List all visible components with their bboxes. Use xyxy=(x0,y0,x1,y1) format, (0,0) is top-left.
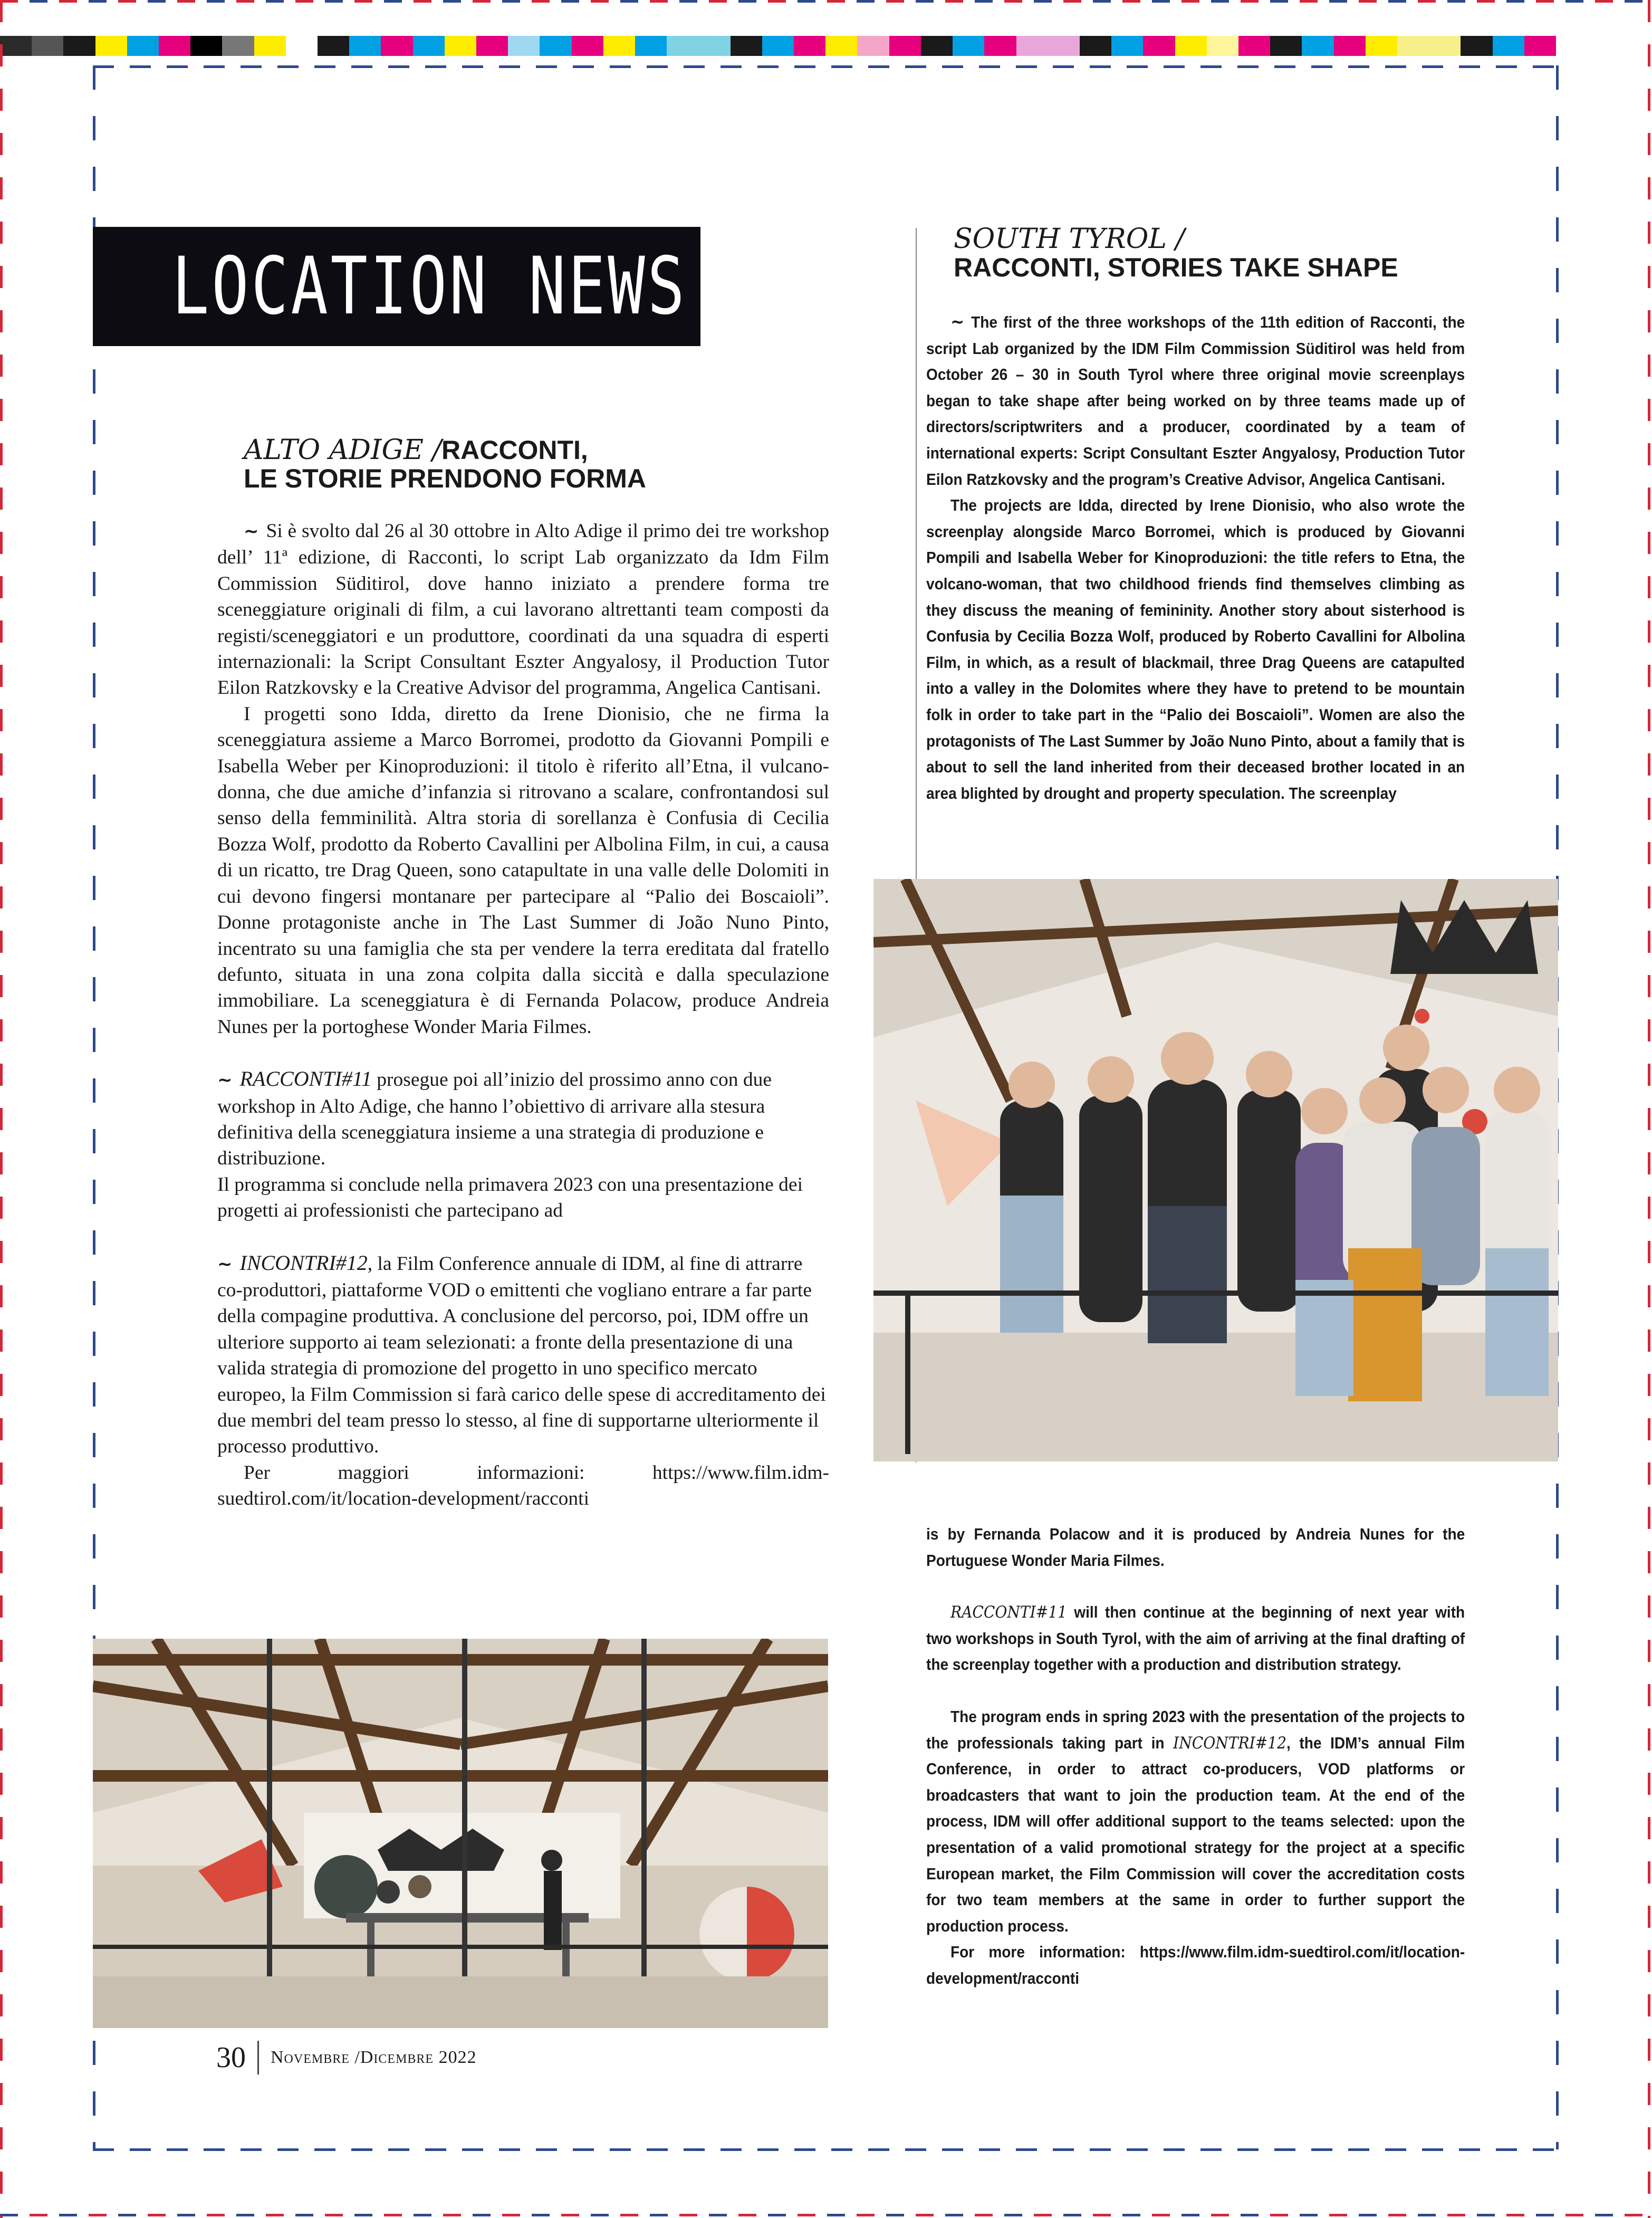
color-swatch xyxy=(540,36,571,56)
english-paragraph-1: ~ The first of the three workshops of the 11th edition of Racconti, the script Lab organized by the IDM Film Commission Süditirol was held from October 26 – 30 in South Tyrol where three original movie screenplays began to take shape after being worked on by three teams made up of directors/scriptwriters and a producer, coordinated by a team of international experts: Script Consultant Eszter Angyalosy, Production Tutor Eilon Ratzkovsky and the program’s Creative Advisor, Angelica Cantisani. xyxy=(926,311,1465,489)
color-swatch xyxy=(698,36,730,56)
english-article-body-bottom xyxy=(926,1522,1465,1992)
color-swatch xyxy=(63,36,95,56)
color-swatch xyxy=(1366,36,1397,56)
italian-paragraph-1: ~ Si è svolto dal 26 al 30 ottobre in Alto Adige il primo dei tre workshop dell’ 11ª edizione, di Racconti, lo script Lab organizzato da Idm Film Commission Süditirol, dove hanno iniziato a prendere forma tre sceneggiature originali di film, a cui lavorano altrettanti team composti da registi/sceneggiatori e un produttore, coordinati da una squadra di esperti internazionali: la Script Consultant Eszter Angyalosy, il Production Tutor Eilon Ratzkovsky e la Creative Advisor del programma, Angelica Cantisani. xyxy=(217,520,829,699)
color-swatch xyxy=(190,36,222,56)
racconti-11-title: RACCONTI#11 xyxy=(239,1067,372,1091)
color-swatch xyxy=(794,36,825,56)
color-swatch xyxy=(508,36,540,56)
italian-paragraph-3: ~ RACCONTI#11 prosegue poi all’inizio del prossimo anno con due workshop in Alto Adige, che hanno l’obiettivo di arrivare alla stesura definitiva della sceneggiatura insieme a una strategia di produzione e distribuzione. xyxy=(217,1067,772,1170)
english-paragraph-2-continued: is by Fernanda Polacow and it is produced by Andreia Nunes for the Portuguese Wonder Maria Filmes. xyxy=(926,1525,1465,1570)
english-paragraph-2: The projects are Idda, directed by Irene Dionisio, who also wrote the screenplay alongside Marco Borromei, which is produced by Giovanni Pompili and Isabella Weber for Kinoproduzioni: the title refers to Etna, the volcano-woman, that two childhood friends find themselves climbing as they discuss the meaning of femininity. Another story about sisterhood is Confusia by Cecilia Bozza Wolf, produced by Roberto Cavallini for Albolina Film, in which, as a result of blackmail, three Drag Queens are catapulted into a valley in the Dolomites where they have to pretend to be mountain folk in order to take part in the “Palio dei Boscaioli”. Women are also the protagonists of The Last Summer by João Nuno Pinto, about a family that is about to sell the land inherited from their deceased brother located in an area blighted by drought and property speculation. The screenplay xyxy=(926,496,1465,802)
color-swatch xyxy=(318,36,349,56)
workshop-room-photo xyxy=(93,1639,828,2028)
incontri-12-title-en: INCONTRI#12 xyxy=(1173,1734,1286,1753)
color-swatch xyxy=(32,36,63,56)
section-banner-text: LOCATION NEWS xyxy=(172,241,687,332)
color-swatch xyxy=(1524,36,1556,56)
color-swatch xyxy=(349,36,381,56)
color-swatch xyxy=(0,36,32,56)
color-swatch xyxy=(603,36,635,56)
color-swatch xyxy=(286,36,318,56)
color-swatch xyxy=(1270,36,1302,56)
color-swatch xyxy=(1397,36,1429,56)
tilde-ornament: ~ xyxy=(244,521,259,542)
color-swatch xyxy=(984,36,1016,56)
color-swatch xyxy=(476,36,508,56)
color-swatch xyxy=(159,36,190,56)
crop-mark-left xyxy=(0,0,3,2218)
printer-color-bar xyxy=(0,36,1556,56)
color-swatch xyxy=(1175,36,1207,56)
color-swatch xyxy=(254,36,286,56)
color-swatch xyxy=(127,36,159,56)
crop-mark-top xyxy=(0,0,1652,3)
crop-mark-right xyxy=(1648,0,1650,2218)
tilde-ornament: ~ xyxy=(217,1069,233,1091)
english-paragraph-4: The program ends in spring 2023 with the presentation of the projects to the professionals taking part in INCONTRI#12, the IDM’s annual Film Conference, in order to attract co-producers, VOD platforms or broadcasters that want to join the production team. At the end of the process, IDM will offer additional support to the teams selected: upon the presentation of a valid promotional strategy for the project at a specific European market, the Film Commission will cover the accreditation costs for two team members at the same in order to further support the production process. xyxy=(926,1707,1465,1935)
english-heading-region: SOUTH TYROL / xyxy=(954,223,1185,255)
color-swatch xyxy=(1302,36,1333,56)
english-heading-title: RACCONTI, STORIES TAKE SHAPE xyxy=(954,252,1398,282)
color-swatch xyxy=(1207,36,1238,56)
color-swatch xyxy=(1111,36,1143,56)
italian-heading-line1: RACCONTI, xyxy=(441,435,588,465)
color-swatch xyxy=(1429,36,1461,56)
page-footer xyxy=(216,2041,477,2074)
issue-date: Novembre /Dicembre 2022 xyxy=(271,2048,477,2067)
italian-heading-region: ALTO ADIGE / xyxy=(244,434,442,466)
english-heading xyxy=(954,225,1534,281)
color-swatch xyxy=(1016,36,1048,56)
italian-article-body xyxy=(217,518,829,1512)
trim-line-bottom xyxy=(93,2148,1558,2151)
italian-paragraph-5: Per maggiori informazioni: https://www.film.idm-suedtirol.com/it/location-development/racconti xyxy=(217,1461,829,1510)
italian-paragraph-4: ~ INCONTRI#12, la Film Conference annuale di IDM, al fine di attrarre co-produttori, piattaforme VOD o emittenti che vogliano entrare a far parte della compagine produttiva. A conclusione del percorso, poi, IDM offre un ulteriore supporto ai team selezionati: a fronte della presentazione di una valida strategia di promozione del progetto in uno specifico mercato europeo, la Film Commission si farà carico delle spese di accreditamento dei due membri del team presso lo stesso, al fine di supportarne ulteriormente il processo produttivo. xyxy=(217,1250,826,1458)
team-group-photo xyxy=(873,879,1558,1461)
english-article-body-top xyxy=(926,309,1465,807)
color-swatch xyxy=(572,36,603,56)
incontri-12-title: INCONTRI#12 xyxy=(239,1250,368,1275)
team-group-image xyxy=(873,879,1558,1461)
color-swatch xyxy=(1080,36,1111,56)
crop-mark-bottom xyxy=(0,2214,1652,2216)
color-swatch xyxy=(1238,36,1270,56)
color-swatch xyxy=(953,36,984,56)
folio-divider xyxy=(257,2041,259,2074)
color-swatch xyxy=(731,36,762,56)
english-paragraph-3: RACCONTI#11 will then continue at the beginning of next year with two workshops in South Tyrol, with the aim of arriving at the final drafting of the screenplay together with a production and distribution strategy. xyxy=(926,1603,1465,1674)
english-paragraph-5: For more information: https://www.film.idm-suedtirol.com/it/location-development/racconti xyxy=(926,1943,1465,1987)
italian-paragraph-3b: Il programma si conclude nella primavera 2023 con una presentazione dei progetti ai professionisti che partecipano ad xyxy=(217,1173,803,1222)
section-banner xyxy=(93,227,700,346)
color-swatch xyxy=(825,36,857,56)
tilde-ornament: ~ xyxy=(950,311,965,332)
color-swatch xyxy=(445,36,476,56)
italian-heading xyxy=(244,436,824,492)
color-swatch xyxy=(635,36,667,56)
workshop-room-image xyxy=(93,1639,828,2028)
color-swatch xyxy=(667,36,698,56)
color-swatch xyxy=(857,36,889,56)
color-swatch xyxy=(1493,36,1524,56)
color-swatch xyxy=(413,36,445,56)
color-swatch xyxy=(762,36,794,56)
italian-paragraph-2: I progetti sono Idda, diretto da Irene Dionisio, che ne firma la sceneggiatura assieme a Marco Borromei, prodotto da Giovanni Pompili e Isabella Weber per Kinoproduzioni: il titolo è riferito all’Etna, il vulcano-donna, che due amiche d’infanzia si ritrovano a scalare, confrontandosi sul senso della femminilità. Altra storia di sorellanza è Confusia di Cecilia Bozza Wolf, prodotto da Roberto Cavallini per Albolina Film, in cui, a causa di un ricatto, tre Drag Queen, sono catapultate in una valle delle Dolomiti in cui devono fingersi montanare per partecipare al “Palio dei Boscaioli”. Donne protagoniste anche in The Last Summer di João Nuno Pinto, incentrato su una famiglia che sta per vendere la terra ereditata dal fratello defunto, situata in una zona colpita dalla siccità e dalla speculazione immobiliare. La sceneggiatura è di Fernanda Polacow, produce Andreia Nunes per la portoghese Wonder Maria Filmes. xyxy=(217,703,829,1038)
page-number: 30 xyxy=(216,2041,246,2074)
color-swatch xyxy=(1461,36,1492,56)
color-swatch xyxy=(889,36,921,56)
italian-heading-line2: LE STORIE PRENDONO FORMA xyxy=(244,463,647,493)
color-swatch xyxy=(1143,36,1175,56)
tilde-ornament: ~ xyxy=(217,1253,233,1275)
color-swatch xyxy=(1048,36,1080,56)
color-swatch xyxy=(921,36,953,56)
color-swatch xyxy=(222,36,254,56)
color-swatch xyxy=(95,36,127,56)
racconti-11-title-en: RACCONTI#11 xyxy=(950,1603,1067,1622)
color-swatch xyxy=(1334,36,1366,56)
trim-line-top xyxy=(93,65,1558,68)
color-swatch xyxy=(381,36,412,56)
